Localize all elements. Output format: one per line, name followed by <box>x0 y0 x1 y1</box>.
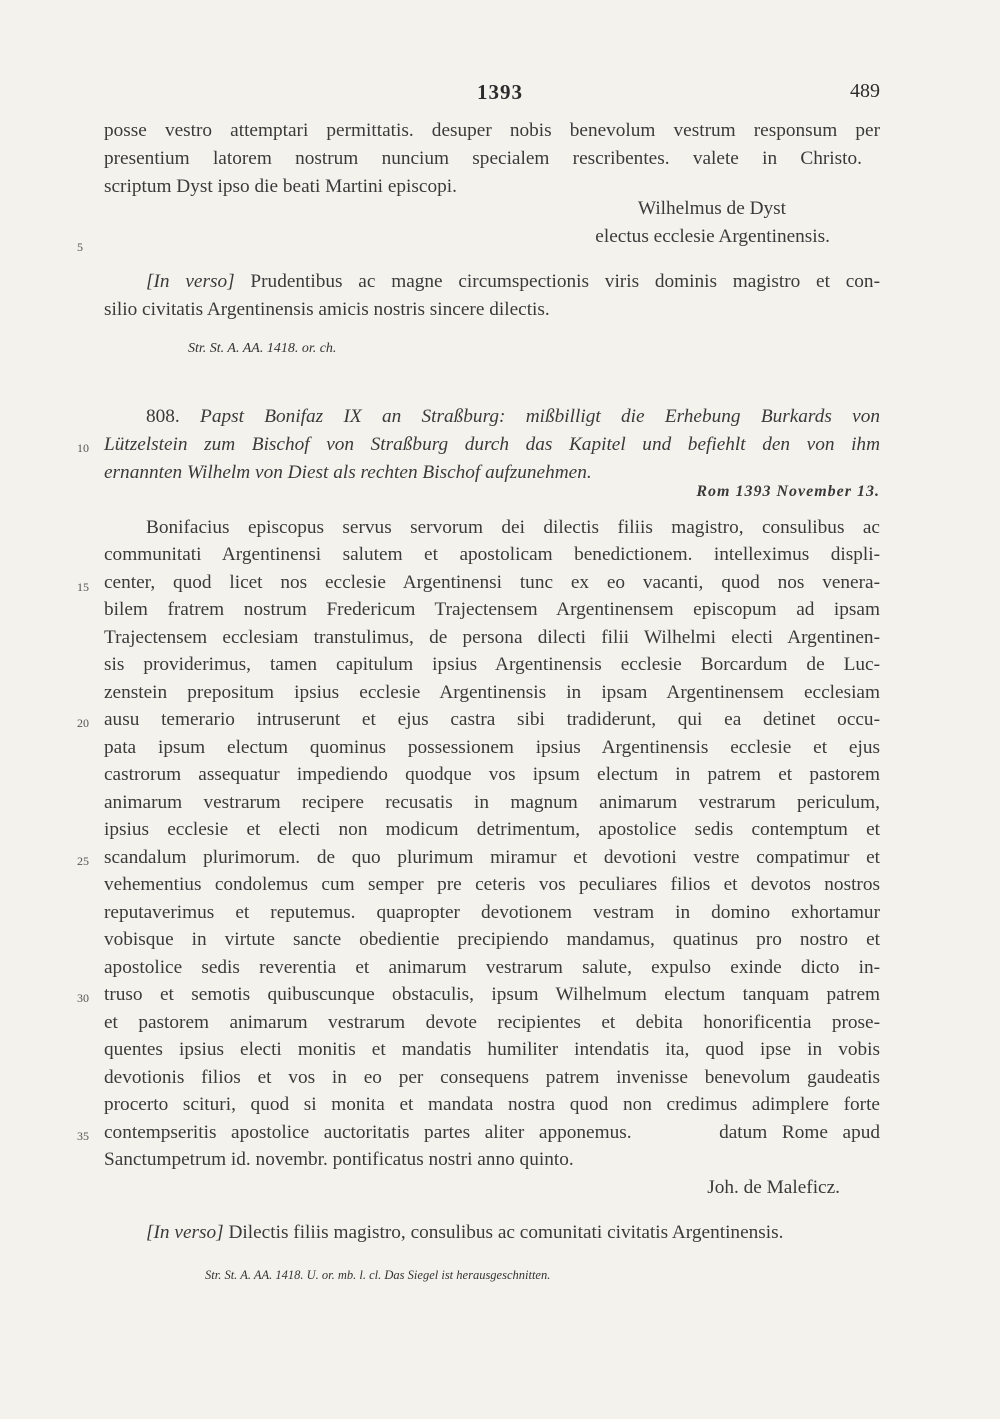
signature-name: Joh. de Maleficz. <box>707 1177 840 1198</box>
heading-text: Papst Bonifaz IX an Straßburg: mißbilligt die Erhebung Burkards von <box>200 406 880 427</box>
body-line: zenstein prepositum ipsius ecclesie Argentinensis in ipsam Argentinensem ecclesiam <box>104 682 880 703</box>
body-line: procerto sciturі, quod si monita et mandata nostra quod non credimus adimplere forte <box>104 1094 880 1115</box>
body-line: Sanctumpetrum id. novembr. pontificatus nostri anno quinto. <box>104 1149 574 1170</box>
body-line: truso et semotis quibuscunque obstaculis, ipsum Wilhelmum electum tanquam patrem <box>104 984 880 1005</box>
text-line: posse vestro attemptari permittatis. desuper nobis benevolum vestrum responsum per <box>104 120 880 141</box>
signature-name: Wilhelmus de Dyst <box>637 198 786 219</box>
running-head-year: 1393 <box>477 80 523 104</box>
signature-title: electus ecclesie Argentinensis. <box>595 226 830 247</box>
text-line: presentium latorem nostrum nuncium specialem rescribentes. valete in Christo. <box>104 148 862 169</box>
body-line: Trajectensem ecclesiam transtulimus, de persona dilecti filii Wilhelmi electi Argentinen- <box>104 627 880 648</box>
dateline: Rom 1393 November 13. <box>696 483 880 500</box>
body-line: devotionis filios et vos in eo per consequens patrem invenisse benevolum gaudeatis <box>104 1067 880 1088</box>
line-number: 25 <box>77 854 89 868</box>
verso-line <box>146 1220 880 1246</box>
body-line: sis providerimus, tamen capitulum ipsius Argentinensis ecclesie Borcardum de Luc- <box>104 654 880 675</box>
verso-label: [In verso] <box>146 1222 224 1243</box>
body-line: ausu temerario intruserunt et ejus castra sibi tradiderunt, qui ea detinet occu- <box>104 709 880 730</box>
body-line: Bonifacius episcopus servus servorum dei dilectis filiis magistro, consulibus ac <box>146 517 880 538</box>
body-line: et pastorem animarum vestrarum devote recipientes et debita honorificentia prose- <box>104 1012 880 1033</box>
document-heading-line: ernannten Wilhelm von Diest als rechten Bischof aufzunehmen. <box>104 462 592 483</box>
text-line: scriptum Dyst ipso die beati Martini episcopi. <box>104 176 457 197</box>
line-number: 15 <box>77 580 89 594</box>
document-number: 808. <box>146 406 180 427</box>
body-line: castrorum assequatur impediendo quodque vos ipsum electum in patrem et pastorem <box>104 764 880 785</box>
body-line: scandalum plurimorum. de quo plurimum miramur et devotioni vestre compatimur et <box>104 847 880 868</box>
body-line: reputaverimus et reputemus. quapropter devotionem vestram in domino exhortamur <box>104 902 880 923</box>
body-line: apostolice sedis reverentia et animarum vestrarum salute, expulso exinde dicto in- <box>104 957 880 978</box>
body-line: contempseritis apostolice auctoritatis partes aliter apponemus. datum Rome apud <box>104 1122 880 1143</box>
page-number: 489 <box>850 80 880 102</box>
body-line: vehementius condolemus cum semper pre ceteris vos peculiares filios et devotos nostros <box>104 874 880 895</box>
source-note: Str. St. A. AA. 1418. or. ch. <box>188 341 337 356</box>
line-number: 35 <box>77 1129 89 1143</box>
verso-line: silio civitatis Argentinensis amicis nostris sincere dilectis. <box>104 299 550 320</box>
body-line: center, quod licet nos ecclesie Argentinensi tunc ex eo vacanti, quod nos venera- <box>104 572 880 593</box>
verso-text: Prudentibus ac magne circumspectionis viris dominis magistro et con- <box>250 271 880 292</box>
verso-line <box>146 269 880 295</box>
line-number: 5 <box>77 240 83 254</box>
body-line: communitati Argentinensi salutem et apostolicam benedictionem. intelleximus displi- <box>104 544 880 565</box>
verso-text: Dilectis filiis magistro, consulibus ac comunitati civitatis Argentinensis. <box>228 1222 784 1243</box>
source-note: Str. St. A. AA. 1418. U. or. mb. l. cl. Das Siegel ist herausgeschnitten. <box>205 1268 551 1282</box>
document-heading-line <box>146 404 880 430</box>
body-line: animarum vestrarum recipere recusatis in magnum animarum vestrarum periculum, <box>104 792 880 813</box>
verso-label: [In verso] <box>146 271 235 292</box>
line-number: 20 <box>77 716 89 730</box>
line-number: 10 <box>77 441 89 455</box>
body-line: ipsius ecclesie et electi non modicum detrimentum, apostolice sedis contemptum et <box>104 819 880 840</box>
line-number: 30 <box>77 991 89 1005</box>
body-line: pata ipsum electum quominus possessionem ipsius Argentinensis ecclesie et ejus <box>104 737 880 758</box>
document-heading-line: Lützelstein zum Bischof von Straßburg durch das Kapitel und befiehlt den von ihm <box>104 434 880 455</box>
body-line: bilem fratrem nostrum Fredericum Trajectensem Argentinensem episcopum ad ipsam <box>104 599 880 620</box>
body-line: quentes ipsius electi monitis et mandatis humiliter intendatis ita, quod ipse in vobis <box>104 1039 880 1060</box>
body-line: vobisque in virtute sancte obedientie precipiendo mandamus, quatinus pro nostro et <box>104 929 880 950</box>
